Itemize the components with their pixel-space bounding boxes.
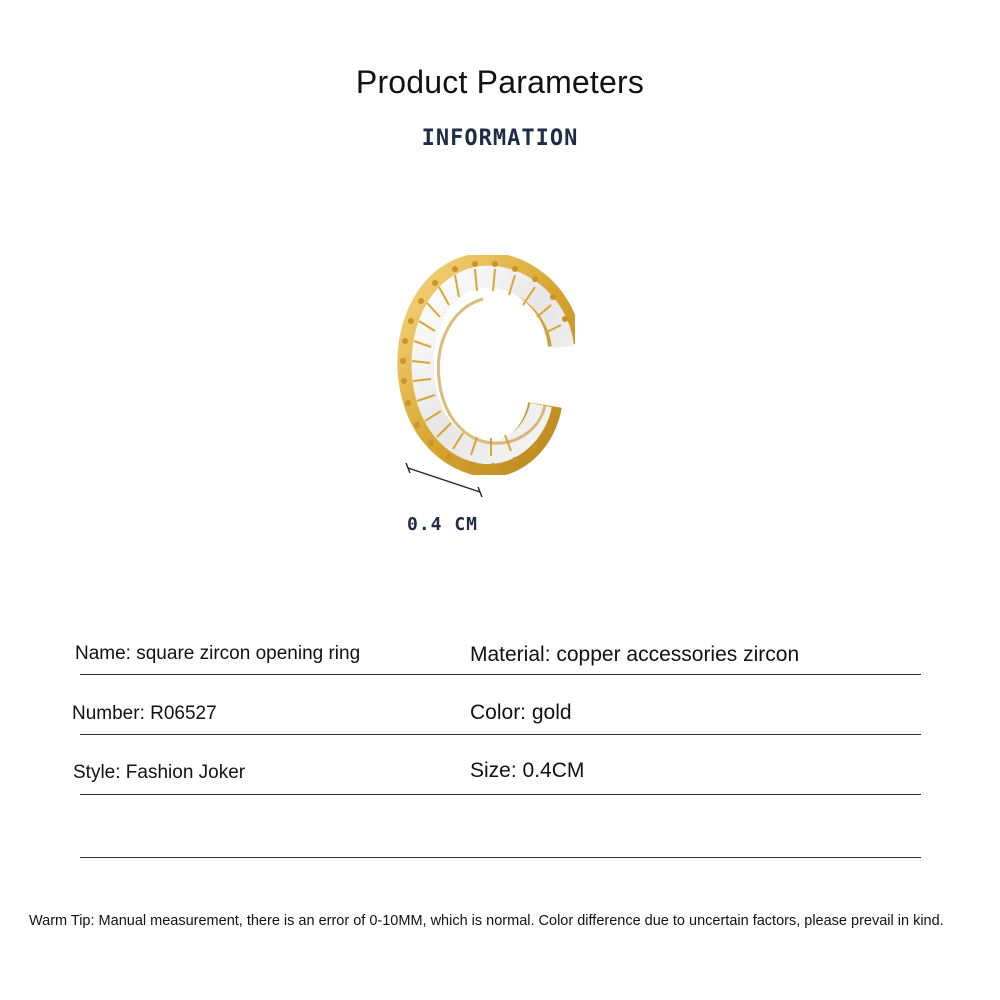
divider (80, 794, 921, 795)
param-name: Name: square zircon opening ring (75, 643, 361, 664)
divider (80, 734, 921, 735)
dimension-label: 0.4 CM (407, 514, 479, 535)
page-subtitle: INFORMATION (421, 126, 579, 151)
divider (80, 674, 921, 675)
warm-tip: Warm Tip: Manual measurement, there is an error of 0-10MM, which is normal. Color difference due to uncertain factors, please prevail in kind. (29, 913, 944, 929)
param-material: Material: copper accessories zircon (470, 643, 800, 666)
dimension-line-icon (400, 460, 490, 500)
param-color: Color: gold (470, 701, 572, 724)
param-number: Number: R06527 (72, 703, 217, 724)
param-size: Size: 0.4CM (470, 759, 585, 782)
param-style: Style: Fashion Joker (73, 762, 246, 783)
divider (80, 857, 921, 858)
gold-ring-image (395, 255, 575, 475)
page-title: Product Parameters (355, 64, 645, 100)
